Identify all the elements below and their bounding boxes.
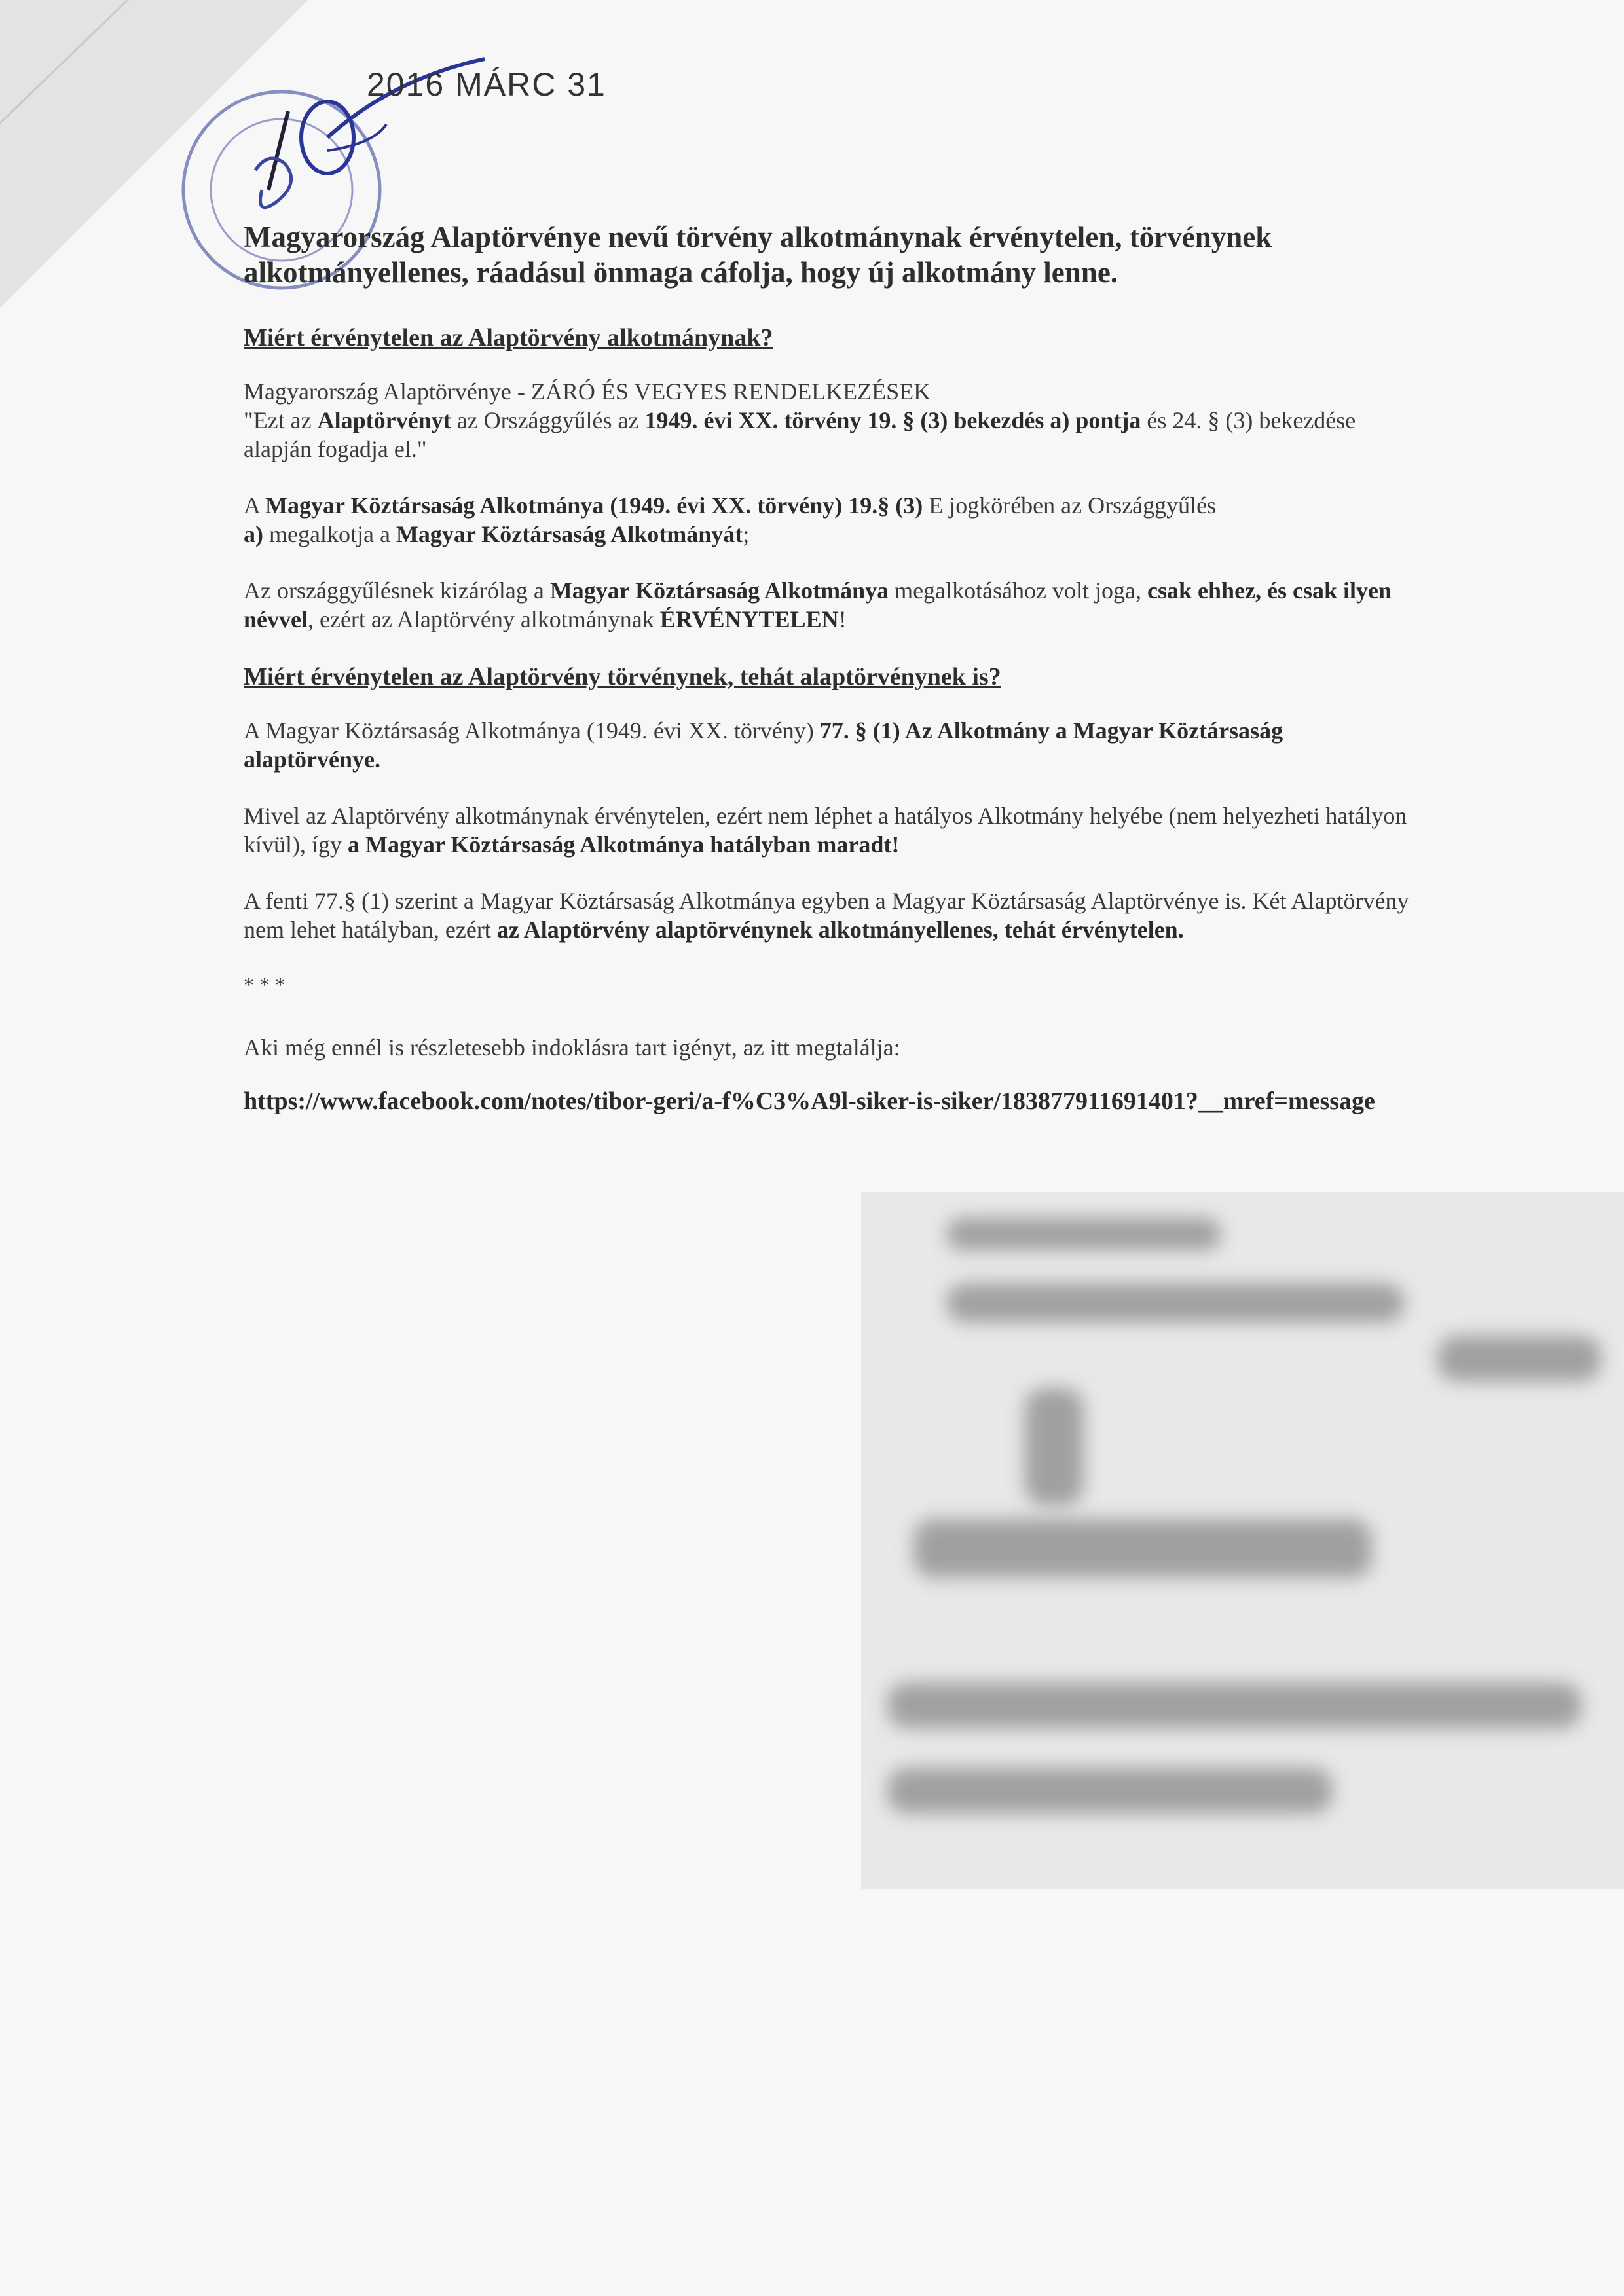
paragraph-remains-in-force	[244, 802, 1422, 860]
text-span: E jogkörében az Országgyűlés	[923, 492, 1217, 519]
document-title: Magyarország Alaptörvénye nevű törvény alkotmánynak érvénytelen, törvénynek alkotmányellenes, ráadásul önmaga cáfolja, hogy új alkotmány lenne.	[244, 221, 1272, 289]
text-span: Mivel az Alaptörvény alkotmánynak érvénytelen, ezért nem léphet a hatályos Alkotmány helyébe (nem helyezheti hatályon kívül), így	[244, 802, 1407, 858]
bold-span: 77. § (1) Az Alkotmány a Magyar Köztársaság alaptörvénye.	[244, 718, 1283, 773]
paragraph-more-details: Aki még ennél is részletesebb indoklásra tart igényt, az itt megtalálja:	[244, 1034, 900, 1061]
text-span: A fenti 77.§ (1) szerint a Magyar Köztársaság Alkotmánya egyben a Magyar Köztársaság Alaptörvénye is. Két Alaptörvény nem lehet hatályban, ezért	[244, 887, 1409, 943]
bold-span: csak ehhez, és csak ilyen névvel	[244, 577, 1392, 632]
blurred-mark	[1437, 1336, 1601, 1381]
blurred-mark	[946, 1283, 1405, 1322]
text-span: az Országgyűlés az	[451, 407, 645, 434]
bold-span: a Magyar Köztársaság Alkotmánya hatályban maradt!	[348, 831, 900, 858]
paragraph-article-19	[244, 492, 1422, 549]
text-span: A	[244, 492, 266, 519]
blurred-mark	[946, 1218, 1221, 1250]
text-span: "Ezt az	[244, 407, 318, 434]
text-span: megalkotásához volt joga,	[889, 577, 1148, 604]
stamp-date: 2016 MÁRC 31	[367, 66, 606, 103]
bold-span: a)	[244, 520, 263, 547]
text-span: !	[838, 606, 847, 632]
document-body	[244, 219, 1422, 1117]
bold-span: Alaptörvényt	[317, 407, 451, 434]
text-span: , ezért az Alaptörvény alkotmánynak	[307, 606, 660, 632]
bold-span: Magyar Köztársaság Alkotmánya	[549, 577, 889, 604]
paragraph-article-77	[244, 717, 1422, 774]
text-span: és 24. § (3) bekezdése alapján fogadja el."	[244, 407, 1356, 463]
text-span: Az országgyűlésnek kizárólag a	[244, 577, 550, 604]
separator-stars: * * *	[244, 972, 286, 996]
text-span: ;	[743, 520, 750, 547]
facebook-link[interactable]: https://www.facebook.com/notes/tibor-geri/a-f%C3%A9l-siker-is-siker/183877911691401?__mref=message	[244, 1087, 1375, 1116]
section-title-constitution: Miért érvénytelen az Alaptörvény alkotmánynak?	[244, 324, 773, 352]
blurred-mark	[887, 1683, 1581, 1728]
paragraph-two-fundamental-laws	[244, 887, 1422, 945]
bold-span: az Alaptörvény alaptörvénynek alkotmányellenes, tehát érvénytelen.	[496, 916, 1184, 943]
blurred-mark	[913, 1519, 1372, 1578]
text-span: A Magyar Köztársaság Alkotmánya (1949. évi XX. törvény)	[244, 718, 820, 744]
bold-span: ÉRVÉNYTELEN	[659, 606, 839, 632]
paragraph-closing-provisions	[244, 378, 1422, 464]
blurred-mark	[1025, 1388, 1084, 1506]
bold-span: Magyar Köztársaság Alkotmánya (1949. évi XX. törvény) 19.§ (3)	[265, 492, 923, 519]
paragraph-line: Magyarország Alaptörvénye - ZÁRÓ ÉS VEGYES RENDELKEZÉSEK	[244, 378, 931, 405]
redacted-signature-area	[861, 1192, 1624, 1889]
bold-span: 1949. évi XX. törvény 19. § (3) bekezdés a) pontja	[644, 407, 1141, 434]
bold-span: Magyar Köztársaság Alkotmányát	[396, 520, 743, 547]
section-title-fundamental-law: Miért érvénytelen az Alaptörvény törvénynek, tehát alaptörvénynek is?	[244, 663, 1001, 691]
blurred-mark	[887, 1768, 1333, 1813]
text-span: megalkotja a	[263, 520, 396, 547]
paragraph-parliament-right	[244, 577, 1422, 634]
